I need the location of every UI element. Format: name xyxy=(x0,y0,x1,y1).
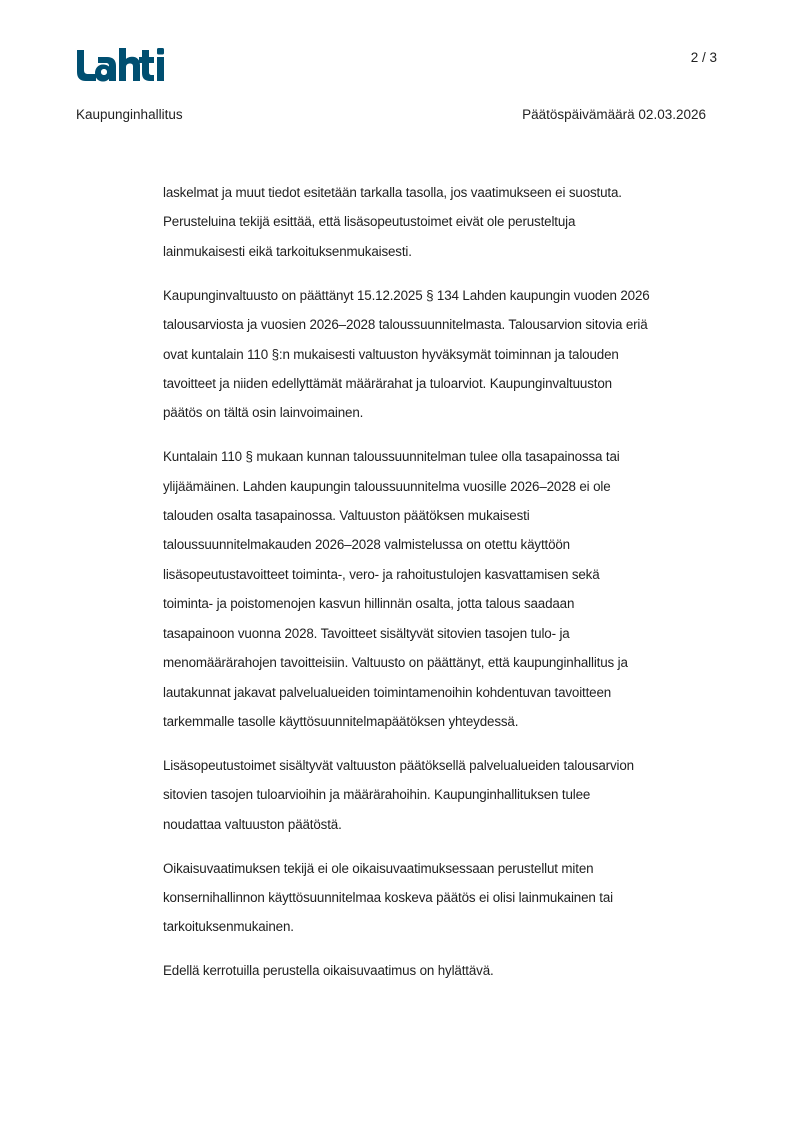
text-line: Kaupunginvaltuusto on päättänyt 15.12.2025 § 134 Lahden kaupungin vuoden 2026 xyxy=(163,287,650,303)
text-line: lainmukaisesti eikä tarkoituksenmukaisesti. xyxy=(163,243,412,259)
page-number: 2 / 3 xyxy=(690,50,717,65)
text-line: tarkoituksenmukainen. xyxy=(163,919,294,935)
text-line: lisäsopeutustavoitteet toiminta-, vero- ja rahoitustulojen kasvattamisen sekä xyxy=(163,566,600,582)
text-line: Oikaisuvaatimuksen tekijä ei ole oikaisuvaatimuksessaan perustellut miten xyxy=(163,860,594,876)
text-line: sitovien tasojen tuloarvioihin ja määrärahoihin. Kaupunginhallituksen tulee xyxy=(163,787,591,803)
paragraph xyxy=(163,854,723,942)
paragraph xyxy=(163,751,723,839)
text-line: Perusteluina tekijä esittää, että lisäsopeutustoimet eivät ole perusteltuja xyxy=(163,214,576,230)
text-line: tasapainoon vuonna 2028. Tavoitteet sisältyvät sitovien tasojen tulo- ja xyxy=(163,625,570,641)
text-line: konsernihallinnon käyttösuunnitelmaa koskeva päätös ei olisi lainmukainen tai xyxy=(163,889,613,905)
text-line: tarkemmalle tasolle käyttösuunnitelmapäätöksen yhteydessä. xyxy=(163,713,519,729)
decision-date: Päätöspäivämäärä 02.03.2026 xyxy=(522,107,706,122)
text-line: ylijäämäinen. Lahden kaupungin taloussuunnitelma vuosille 2026–2028 ei ole xyxy=(163,478,611,494)
paragraph xyxy=(163,956,723,985)
text-line: Edellä kerrotuilla perustella oikaisuvaatimus on hylättävä. xyxy=(163,963,494,979)
text-line: taloussuunnitelmakauden 2026–2028 valmistelussa on otettu käyttöön xyxy=(163,537,570,553)
paragraph xyxy=(163,178,723,266)
text-line: ovat kuntalain 110 §:n mukaisesti valtuuston hyväksymät toiminnan ja talouden xyxy=(163,346,619,362)
organ-name: Kaupunginhallitus xyxy=(76,107,183,122)
text-line: toiminta- ja poistomenojen kasvun hillinnän osalta, jotta talous saadaan xyxy=(163,596,575,612)
text-line: Lisäsopeutustoimet sisältyvät valtuuston päätöksellä palvelualueiden talousarvion xyxy=(163,757,634,773)
text-line: talousarviosta ja vuosien 2026–2028 taloussuunnitelmasta. Talousarvion sitovia eriä xyxy=(163,317,648,333)
text-line: menomäärärahojen tavoitteisiin. Valtuusto on päättänyt, että kaupunginhallitus ja xyxy=(163,655,628,671)
text-line: lautakunnat jakavat palvelualueiden toimintamenoihin kohdentuvan tavoitteen xyxy=(163,684,612,700)
paragraph xyxy=(163,442,723,736)
text-line: noudattaa valtuuston päätöstä. xyxy=(163,816,342,832)
text-line: Kuntalain 110 § mukaan kunnan taloussuunnitelman tulee olla tasapainossa tai xyxy=(163,449,620,465)
text-line: talouden osalta tasapainossa. Valtuuston päätöksen mukaisesti xyxy=(163,508,530,524)
document-body xyxy=(163,178,723,1000)
text-line: tavoitteet ja niiden edellyttämät määrärahat ja tuloarviot. Kaupunginvaltuuston xyxy=(163,375,612,391)
paragraph xyxy=(163,281,723,428)
lahti-logo xyxy=(75,44,167,84)
text-line: laskelmat ja muut tiedot esitetään tarkalla tasolla, jos vaatimukseen ei suostuta. xyxy=(163,185,622,200)
text-line: päätös on tältä osin lainvoimainen. xyxy=(163,405,364,421)
